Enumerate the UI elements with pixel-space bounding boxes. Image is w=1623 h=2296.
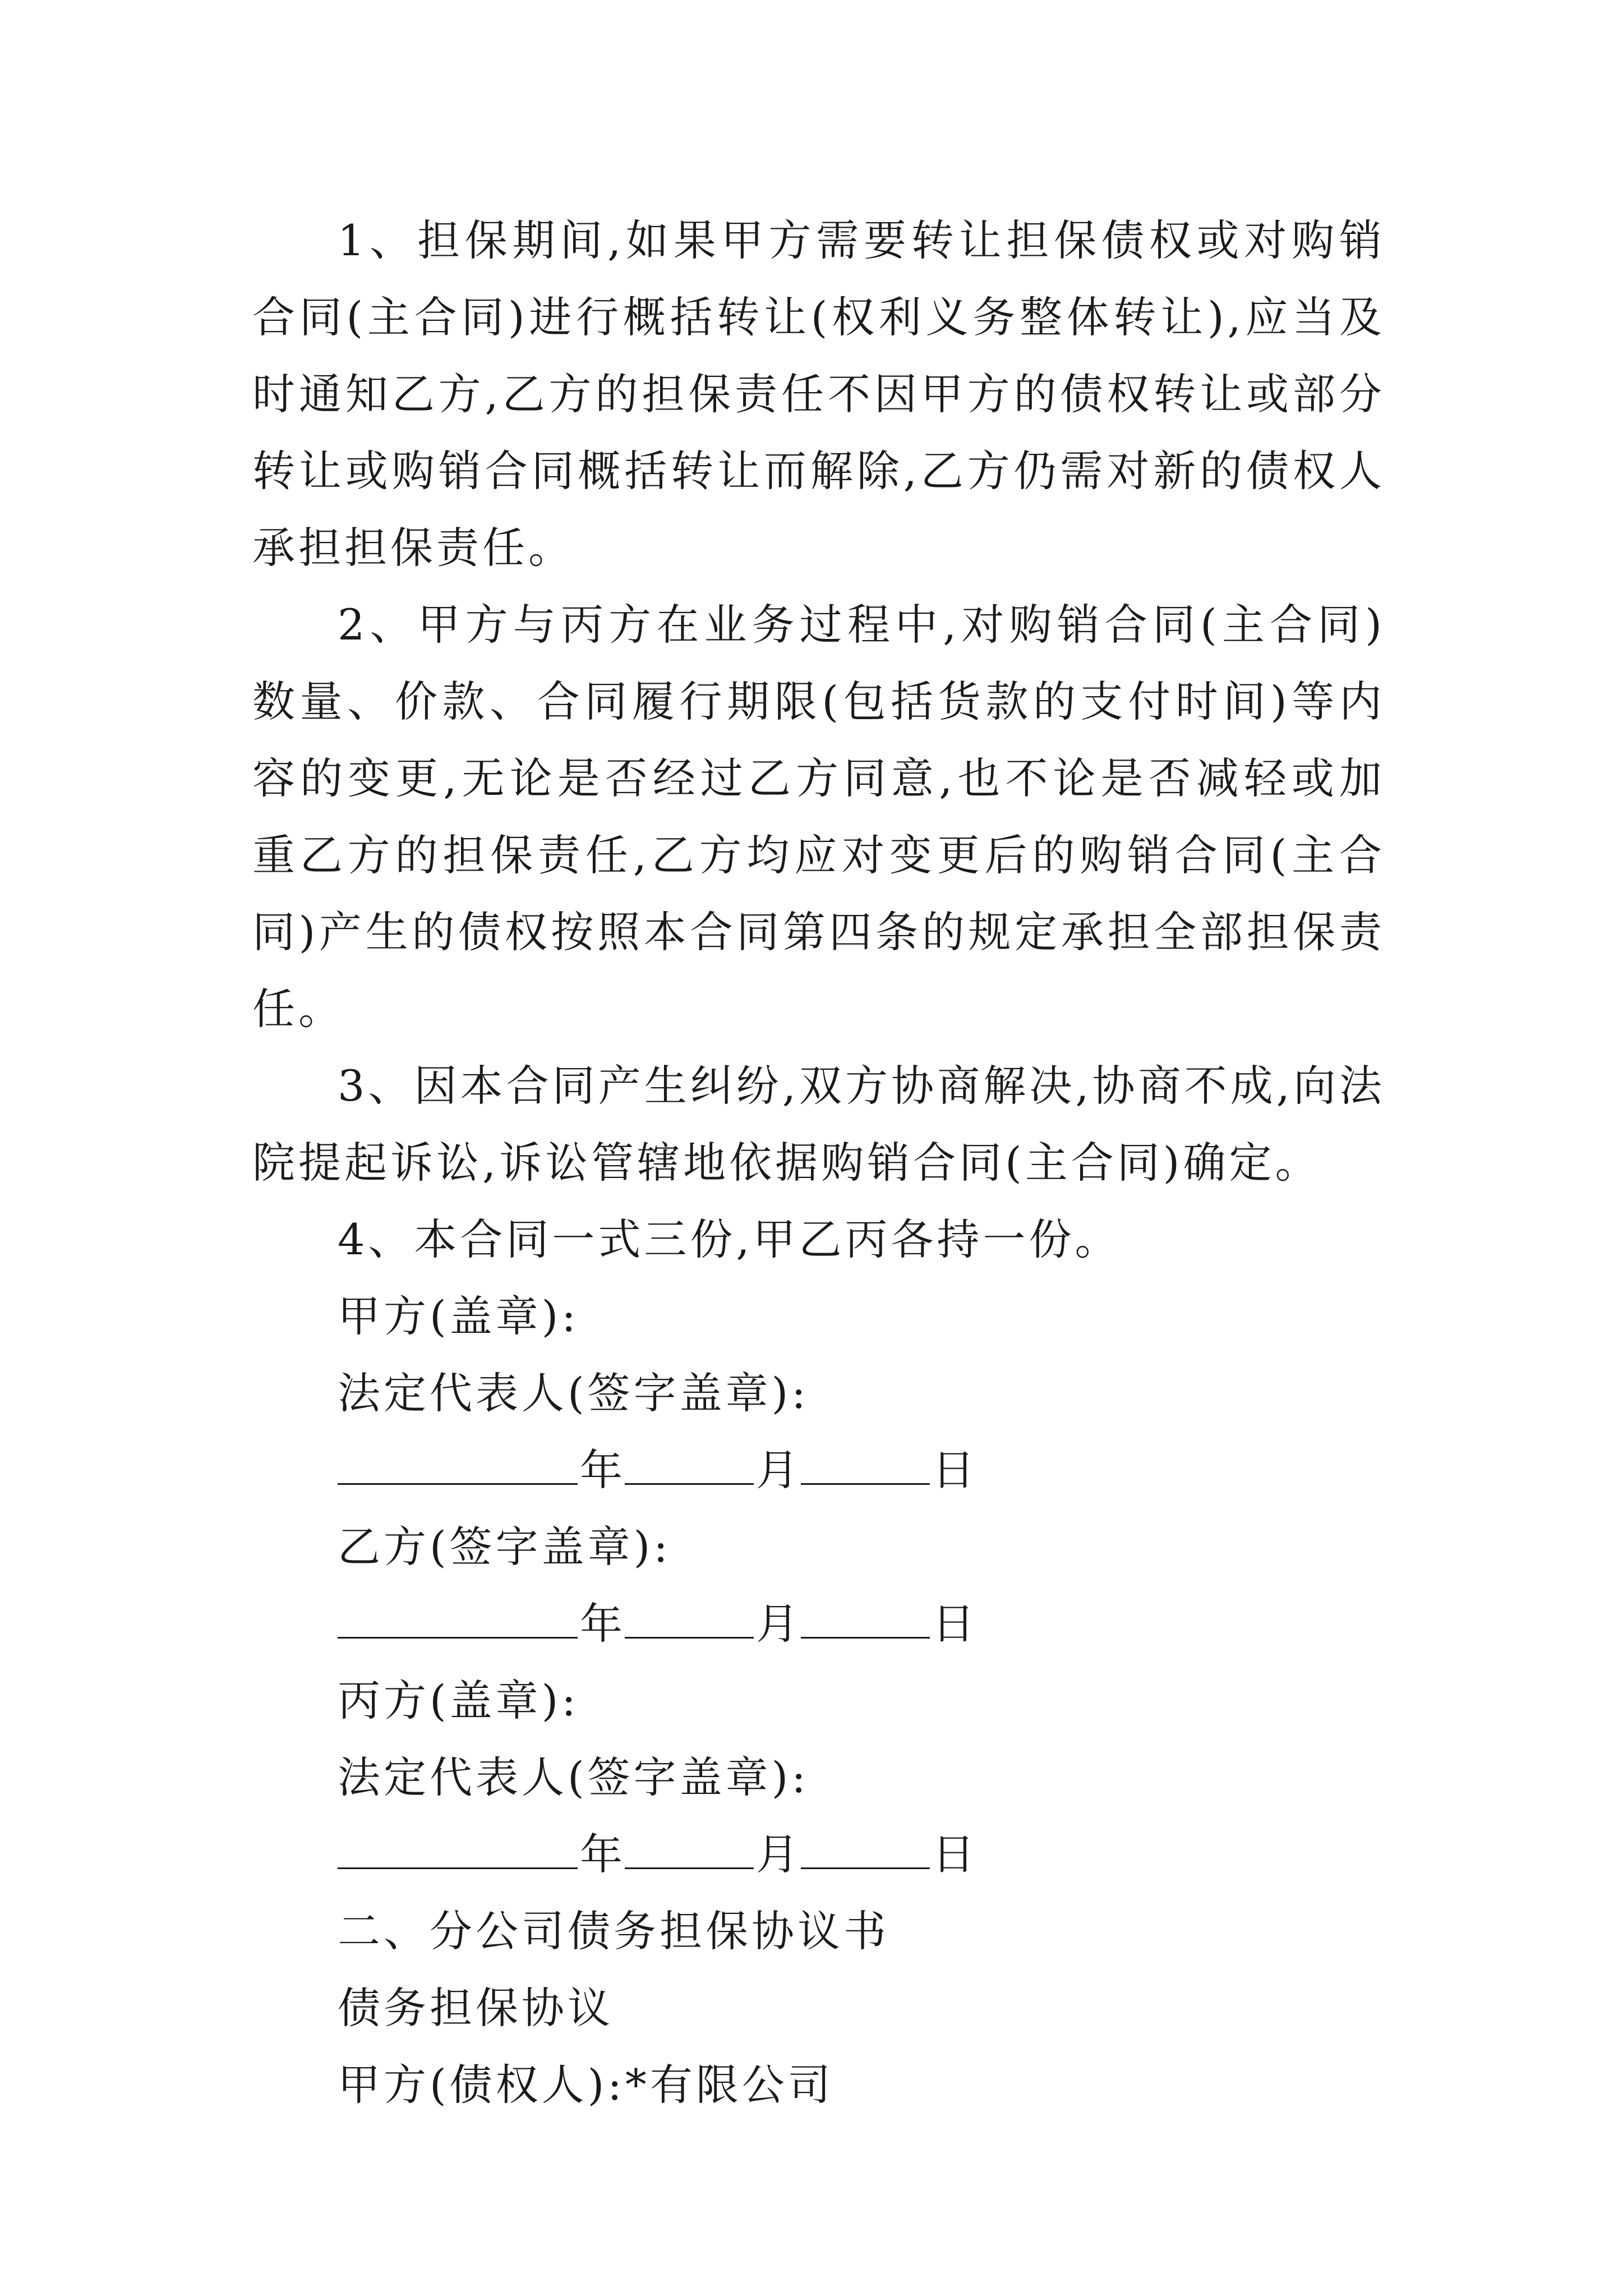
party-b-sign-label: 乙方(签字盖章): bbox=[338, 1522, 671, 1572]
document-page bbox=[252, 202, 1385, 2123]
date-line-party-b bbox=[252, 1585, 1385, 1662]
year-blank[interactable] bbox=[338, 1833, 578, 1869]
month-blank[interactable] bbox=[625, 1448, 754, 1485]
clause-2-paragraph: 2、甲方与丙方在业务过程中,对购销合同(主合同)数量、价款、合同履行期限(包括货款的支付时间)等内容的变更,无论是否经过乙方同意,也不论是否减轻或加重乙方的担保责任,乙方均应对变更后的购销合同(主合同)产生的债权按照本合同第四条的规定承担全部担保责任。 bbox=[252, 600, 1385, 1034]
creditor-line: 甲方(债权人):*有限公司 bbox=[338, 2060, 834, 2110]
day-blank[interactable] bbox=[801, 1602, 930, 1639]
day-label: 日 bbox=[932, 1445, 975, 1495]
date-line-party-a bbox=[252, 1432, 1385, 1508]
year-label: 年 bbox=[580, 1829, 623, 1879]
month-blank[interactable] bbox=[625, 1602, 754, 1639]
day-blank[interactable] bbox=[801, 1833, 930, 1869]
legal-rep-c-label: 法定代表人(签字盖章): bbox=[338, 1752, 809, 1802]
clause-1-paragraph: 1、担保期间,如果甲方需要转让担保债权或对购销合同(主合同)进行概括转让(权利义务整体转让),应当及时通知乙方,乙方的担保责任不因甲方的债权转让或部分转让或购销合同概括转让而解除,乙方仍需对新的债权人承担担保责任。 bbox=[252, 215, 1385, 573]
date-line-party-c bbox=[252, 1816, 1385, 1893]
year-blank[interactable] bbox=[338, 1448, 578, 1485]
day-blank[interactable] bbox=[801, 1448, 930, 1485]
month-label: 月 bbox=[756, 1829, 799, 1879]
year-label: 年 bbox=[580, 1599, 623, 1649]
month-label: 月 bbox=[756, 1445, 799, 1495]
clause-3-paragraph: 3、因本合同产生纠纷,双方协商解决,协商不成,向法院提起诉讼,诉讼管辖地依据购销合同(主合同)确定。 bbox=[252, 1061, 1385, 1188]
party-c-seal-label: 丙方(盖章): bbox=[338, 1676, 579, 1726]
legal-rep-a-label: 法定代表人(签字盖章): bbox=[338, 1368, 809, 1418]
day-label: 日 bbox=[932, 1599, 975, 1649]
month-label: 月 bbox=[756, 1599, 799, 1649]
year-label: 年 bbox=[580, 1445, 623, 1495]
day-label: 日 bbox=[932, 1829, 975, 1879]
agreement-title: 债务担保协议 bbox=[338, 1983, 614, 2033]
clause-4-line: 4、本合同一式三份,甲乙丙各持一份。 bbox=[338, 1214, 1121, 1264]
section-two-title: 二、分公司债务担保协议书 bbox=[338, 1906, 889, 1956]
month-blank[interactable] bbox=[625, 1833, 754, 1869]
year-blank[interactable] bbox=[338, 1602, 578, 1639]
party-a-seal-label: 甲方(盖章): bbox=[338, 1291, 579, 1341]
